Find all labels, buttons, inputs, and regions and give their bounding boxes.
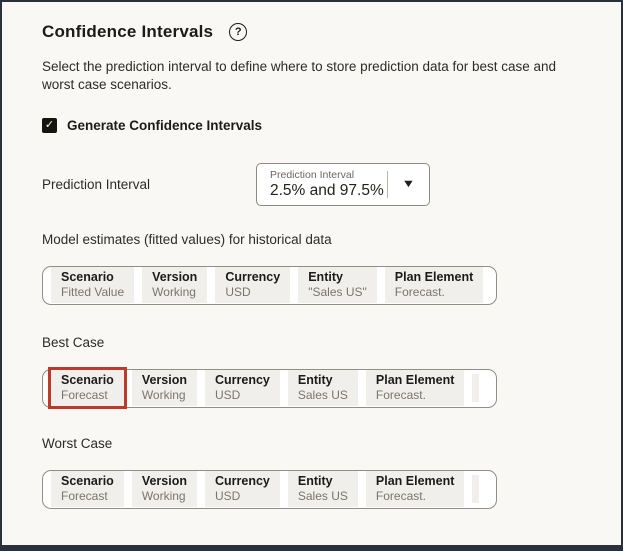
model-estimates-chip-row (42, 266, 497, 305)
member-chip-currency[interactable] (205, 370, 280, 406)
chip-title: Plan Element (394, 270, 474, 285)
member-chip-scenario[interactable] (51, 471, 124, 507)
member-chip-plan-element[interactable] (366, 471, 465, 507)
member-chip-version[interactable] (132, 471, 197, 507)
help-icon[interactable] (229, 23, 247, 41)
chip-title: Entity (308, 270, 343, 285)
chevron-down-icon: ▼ (401, 178, 416, 191)
chip-value: Working (152, 285, 196, 300)
partial-chip (472, 374, 479, 402)
chip-value: USD (214, 489, 241, 504)
model-estimates-section (42, 232, 581, 305)
chip-value: Working (141, 489, 186, 504)
chip-title: Entity (297, 373, 333, 388)
generate-ci-checkbox-label: Generate Confidence Intervals (67, 117, 263, 133)
chip-title: Currency (214, 474, 270, 489)
panel-header (42, 22, 581, 42)
worst-case-chip-row (42, 470, 497, 509)
chip-value: Forecast. (375, 388, 426, 403)
chip-value: Sales US (297, 489, 348, 504)
chip-title: Scenario (61, 373, 114, 388)
partial-chip (472, 475, 479, 503)
dropdown-caret-button[interactable] (387, 171, 429, 198)
chip-value: Forecast (61, 489, 108, 504)
member-chip-entity[interactable] (288, 370, 358, 406)
member-chip-version[interactable] (142, 267, 207, 303)
chip-title: Plan Element (375, 373, 455, 388)
prediction-interval-dropdown[interactable] (256, 163, 430, 206)
worst-case-section (42, 436, 581, 509)
member-chip-entity[interactable] (288, 471, 358, 507)
member-chip-scenario-highlighted[interactable] (51, 370, 124, 406)
chip-title: Currency (214, 373, 270, 388)
member-chip-entity[interactable] (298, 267, 377, 303)
dropdown-selected-value: 2.5% and 97.5% (270, 181, 384, 199)
chip-title: Scenario (61, 474, 114, 489)
checkmark-icon: ✓ (44, 118, 55, 131)
chip-title: Version (152, 270, 198, 285)
member-chip-currency[interactable] (205, 471, 280, 507)
chip-value: Fitted Value (61, 285, 125, 300)
best-case-section (42, 335, 581, 408)
chip-value: Working (141, 388, 186, 403)
worst-case-label: Worst Case (42, 435, 113, 451)
member-chip-version[interactable] (132, 370, 197, 406)
chip-value: Forecast. (375, 489, 426, 504)
prediction-interval-label: Prediction Interval (42, 176, 151, 192)
member-chip-plan-element[interactable] (385, 267, 484, 303)
member-chip-scenario[interactable] (51, 267, 134, 303)
chip-title: Entity (297, 474, 333, 489)
help-glyph: ? (234, 26, 242, 38)
dropdown-floating-label: Prediction Interval (270, 168, 355, 181)
chip-title: Version (141, 373, 187, 388)
chip-value: "Sales US" (308, 285, 367, 300)
chip-value: Sales US (297, 388, 348, 403)
prediction-interval-row (42, 163, 581, 206)
description-text: Select the prediction interval to define where to store prediction data for best case and worst case scenarios. (42, 59, 557, 92)
dropdown-main (257, 164, 387, 205)
member-chip-currency[interactable] (215, 267, 290, 303)
best-case-chip-row (42, 369, 497, 408)
chip-value: USD (225, 285, 251, 300)
chip-title: Scenario (61, 270, 114, 285)
member-chip-plan-element[interactable] (366, 370, 465, 406)
generate-ci-checkbox-row (42, 118, 581, 133)
model-estimates-label: Model estimates (fitted values) for historical data (42, 231, 332, 247)
generate-ci-checkbox[interactable] (42, 118, 57, 133)
chip-title: Currency (225, 270, 281, 285)
page-title: Confidence Intervals (42, 22, 214, 41)
chip-value: Forecast. (394, 285, 445, 300)
chip-title: Version (141, 474, 187, 489)
best-case-label: Best Case (42, 334, 105, 350)
chip-value: Forecast (61, 388, 108, 403)
chip-title: Plan Element (375, 474, 455, 489)
chip-value: USD (214, 388, 241, 403)
